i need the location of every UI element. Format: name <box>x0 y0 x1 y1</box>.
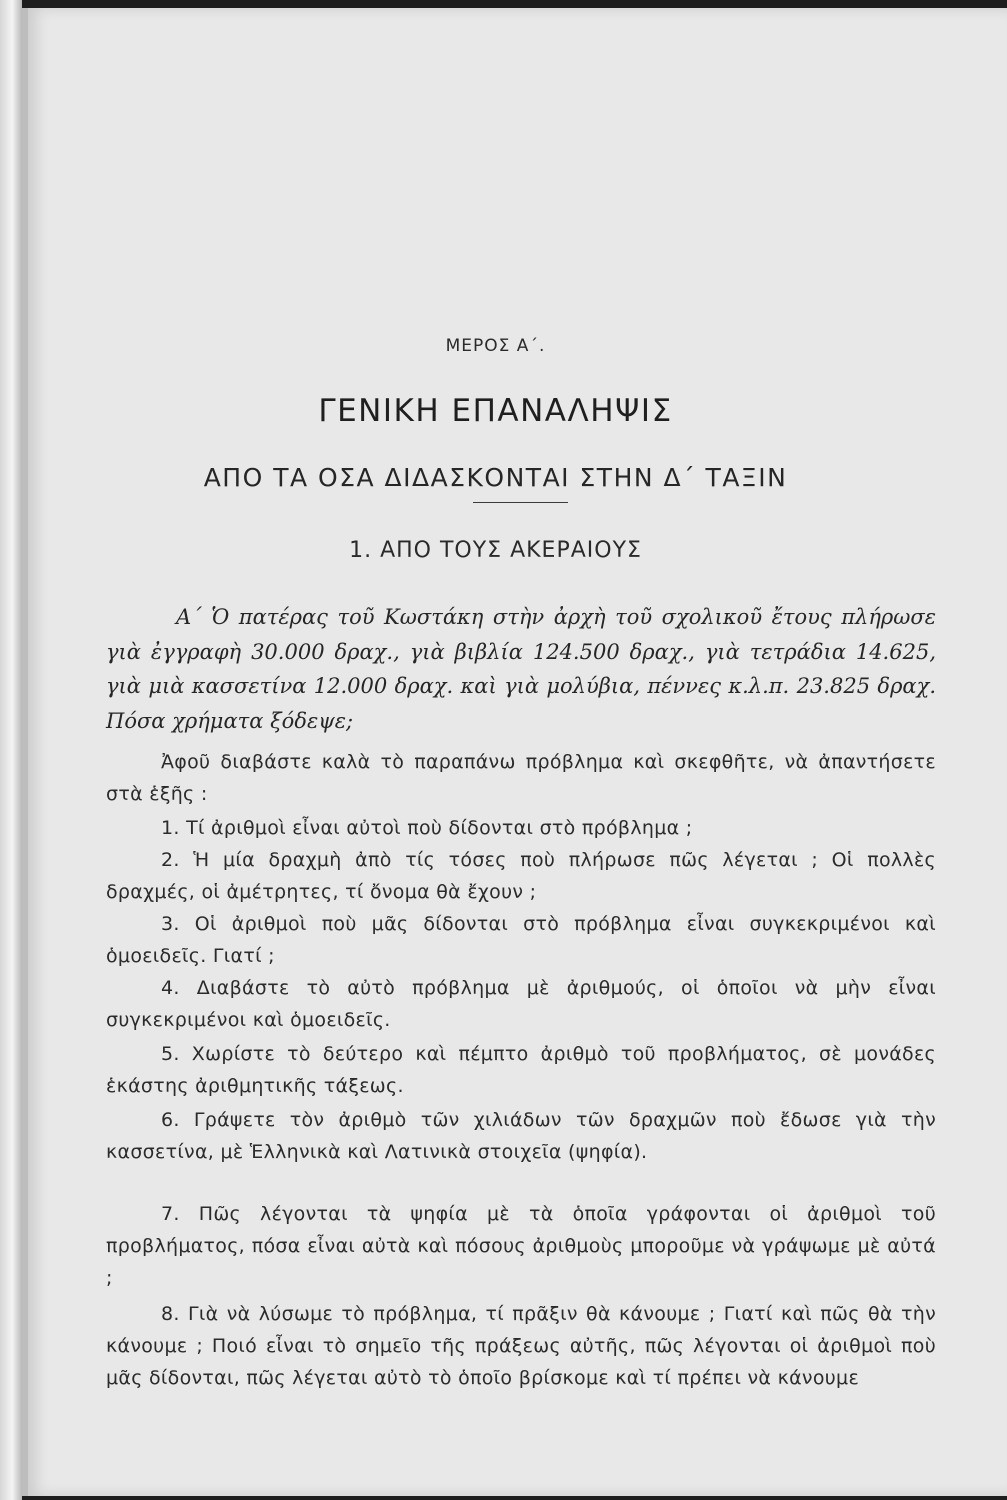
page-title: ΓΕΝΙΚΗ ΕΠΑΝΑΛΗΨΙΣ <box>318 393 673 429</box>
question-8: 8. Γιὰ νὰ λύσωμε τὸ πρόβλημα, τί πρᾶξιν θὰ κάνουμε ; Γιατί καὶ πῶς θὰ τὴν κάνουμε ; Ποιό εἶναι τὸ σημεῖο τῆς πράξεως αὐτῆς, πῶς λέγονται οἱ ἀριθμοὶ ποὺ μᾶς δίδονται, πῶς λέγεται αὐτὸ τὸ ὁποῖο βρίσκομε καὶ τί πρέπει νὰ κάνουμε <box>106 1303 936 1389</box>
question-3: 3. Οἱ ἀριθμοὶ ποὺ μᾶς δίδονται στὸ πρόβλημα εἶναι συγκεκριμένοι καὶ ὁμοειδεῖς. Γιατί ; <box>106 913 936 967</box>
section-heading: 1. ΑΠΟ ΤΟΥΣ ΑΚΕΡΑΙΟΥΣ <box>349 538 642 563</box>
question-1: 1. Τί ἀριθμοὶ εἶναι αὐτοὶ ποὺ δίδονται στὸ πρόβλημα ; <box>161 817 693 839</box>
question-6: 6. Γράψετε τὸν ἀριθμὸ τῶν χιλιάδων τῶν δραχμῶν ποὺ ἔδωσε γιὰ τὴν κασσετίνα, μὲ Ἑλληνικὰ καὶ Λατινικὰ στοιχεῖα (ψηφία). <box>106 1109 936 1163</box>
page-subtitle: ΑΠΟ ΤΑ ΟΣΑ ΔΙΔΑΣΚΟΝΤΑΙ ΣΤΗΝ Δ΄ ΤΑΞΙΝ <box>203 463 788 492</box>
book-spine <box>0 0 22 1500</box>
question-7: 7. Πῶς λέγονται τὰ ψηφία μὲ τὰ ὁποῖα γράφονται οἱ ἀριθμοὶ τοῦ προβλήματος, πόσα εἶναι αὐτὰ καὶ πόσους ἀριθμοὺς μποροῦμε νὰ γράψωμε μὲ αὐτά ; <box>106 1203 936 1289</box>
problem-statement: Α΄ Ὁ πατέρας τοῦ Κωστάκη στὴν ἀρχὴ τοῦ σχολικοῦ ἔτους πλήρωσε γιὰ ἐγγραφὴ 30.000 δραχ., γιὰ βιβλία 124.500 δραχ., γιὰ τετράδια 14.625, γιὰ μιὰ κασσετίνα 12.000 δραχ. καὶ γιὰ μολύβια, πέννες κ.λ.π. 23.825 δραχ. Πόσα χρήματα ξόδεψε; <box>106 605 936 733</box>
instructions-paragraph: Ἀφοῦ διαβάστε καλὰ τὸ παραπάνω πρόβλημα καὶ σκεφθῆτε, νὰ ἀπαντήσετε στὰ ἑξῆς : <box>106 751 936 805</box>
book-page <box>22 8 1007 1496</box>
title-divider <box>473 502 568 503</box>
question-4: 4. Διαβάστε τὸ αὐτὸ πρόβλημα μὲ ἀριθμούς, οἱ ὁποῖοι νὰ μὴν εἶναι συγκεκριμένοι καὶ ὁμοειδεῖς. <box>106 977 936 1031</box>
part-heading: ΜΕΡΟΣ Α΄. <box>445 336 546 356</box>
question-2: 2. Ἡ μία δραχμὴ ἀπὸ τίς τόσες ποὺ πλήρωσε πῶς λέγεται ; Οἱ πολλὲς δραχμές, οἱ ἀμέτρητες, τί ὄνομα θὰ ἔχουν ; <box>106 849 936 903</box>
question-5: 5. Χωρίστε τὸ δεύτερο καὶ πέμπτο ἀριθμὸ τοῦ προβλήματος, σὲ μονάδες ἑκάστης ἀριθμητικῆς τάξεως. <box>106 1043 936 1097</box>
